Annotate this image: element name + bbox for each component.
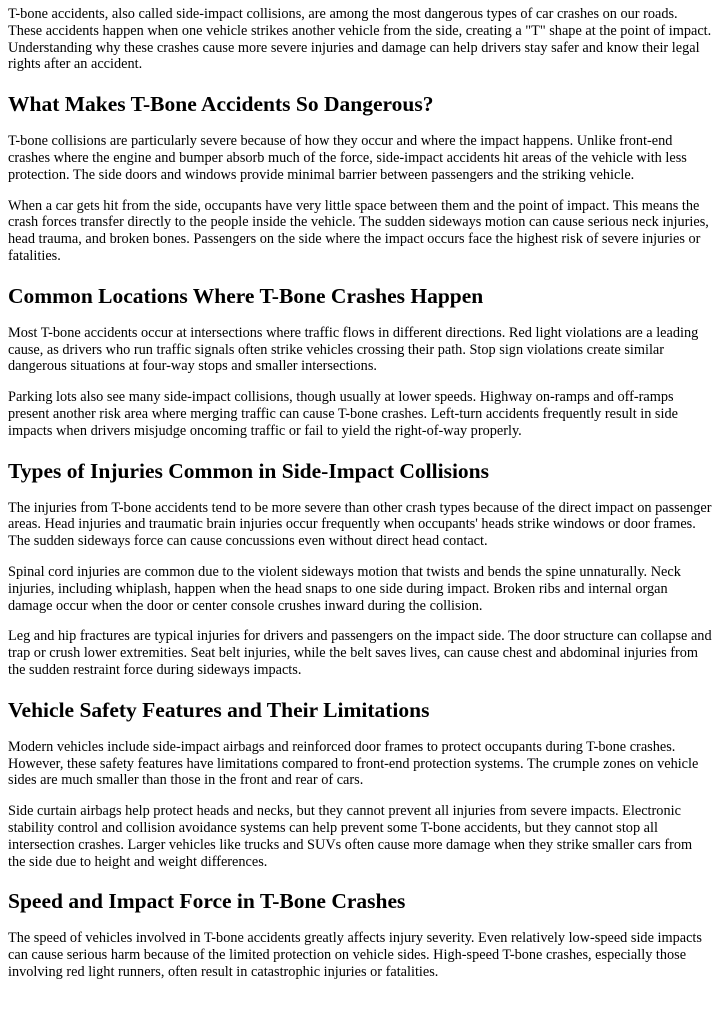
- section-paragraph: Spinal cord injuries are common due to the violent sideways motion that twists and bends the spine unnaturally. Neck injuries, including whiplash, happen when the head snaps to one side during impact. Broken ribs and internal organ damage occur when the door or center console crushes inward during the collision.: [8, 563, 681, 614]
- section-paragraph: When a car gets hit from the side, occupants have very little space between them and the point of impact. This means the crash forces transfer directly to the people inside the vehicle. The sudden sideways motion can cause serious neck injuries, head trauma, and broken bones. Passengers on the side where the impact occurs face the highest risk of severe injuries or fatalities.: [8, 197, 709, 264]
- section-dangerous: [8, 91, 712, 265]
- section-paragraph: Side curtain airbags help protect heads and necks, but they cannot prevent all injuries from severe impacts. Electronic stability control and collision avoidance systems can help prevent some T-bone accidents, but they cannot stop all intersection crashes. Larger vehicles like trucks and SUVs often cause more damage when they strike smaller cars from the side due to height and weight differences.: [8, 803, 693, 870]
- section-paragraph: The speed of vehicles involved in T-bone accidents greatly affects injury severity. Even relatively low-speed side impacts can cause serious harm because of the limited protection on vehicle sides. High-speed T-bone crashes, especially those involving red light runners, often result in catastrophic injuries or fatalities.: [8, 930, 702, 980]
- section-paragraph: Leg and hip fractures are typical injuries for drivers and passengers on the impact side. The door structure can collapse and trap or crush lower extremities. Seat belt injuries, while the belt saves lives, can cause chest and abdominal injuries from the sudden restraint force during sideways impacts.: [8, 628, 712, 678]
- section-paragraph: Parking lots also see many side-impact collisions, though usually at lower speeds. Highway on-ramps and off-ramps present another risk area where merging traffic can cause T-bone crashes. Left-turn accidents frequently result in side impacts when drivers misjudge oncoming traffic or fail to yield the right-of-way properly.: [8, 389, 678, 439]
- section-heading: Speed and Impact Force in T-Bone Crashes: [8, 889, 406, 914]
- section-heading: Types of Injuries Common in Side-Impact Collisions: [8, 458, 490, 483]
- section-heading: Vehicle Safety Features and Their Limitations: [8, 697, 430, 722]
- section-speed: [8, 888, 712, 980]
- section-locations: [8, 283, 712, 440]
- section-paragraph: Modern vehicles include side-impact airbags and reinforced door frames to protect occupants during T-bone crashes. However, these safety features have limitations compared to front-end protection systems. The crumple zones on vehicle sides are much smaller than those in the front and rear of cars.: [8, 738, 699, 789]
- intro-paragraph: T-bone accidents, also called side-impact collisions, are among the most dangerous types of car crashes on our roads. These accidents happen when one vehicle strikes another vehicle from the side, creating a "T" shape at the point of impact. Understanding why these crashes cause more severe injuries and damage can help drivers stay safer and know their legal rights after an accident.: [8, 6, 712, 73]
- section-safety-features: [8, 697, 712, 871]
- section-paragraph: The injuries from T-bone accidents tend to be more severe than other crash types because of the direct impact on passenger areas. Head injuries and traumatic brain injuries occur frequently when occupants' heads strike windows or door frames. The sudden sideways force can cause concussions even without direct head contact.: [8, 499, 712, 550]
- section-paragraph: Most T-bone accidents occur at intersections where traffic flows in different directions. Red light violations are a leading cause, as drivers who run traffic signals often strike vehicles crossing their path. Stop sign violations create similar dangerous situations at four-way stops and smaller intersections.: [8, 324, 699, 375]
- section-heading: Common Locations Where T-Bone Crashes Happen: [8, 283, 484, 308]
- section-heading: What Makes T-Bone Accidents So Dangerous?: [8, 92, 434, 117]
- section-paragraph: T-bone collisions are particularly severe because of how they occur and where the impact happens. Unlike front-end crashes where the engine and bumper absorb much of the force, side-impact accidents hit areas of the vehicle with less protection. The side doors and windows provide minimal barrier between passengers and the striking vehicle.: [8, 133, 687, 183]
- section-injuries: [8, 458, 712, 679]
